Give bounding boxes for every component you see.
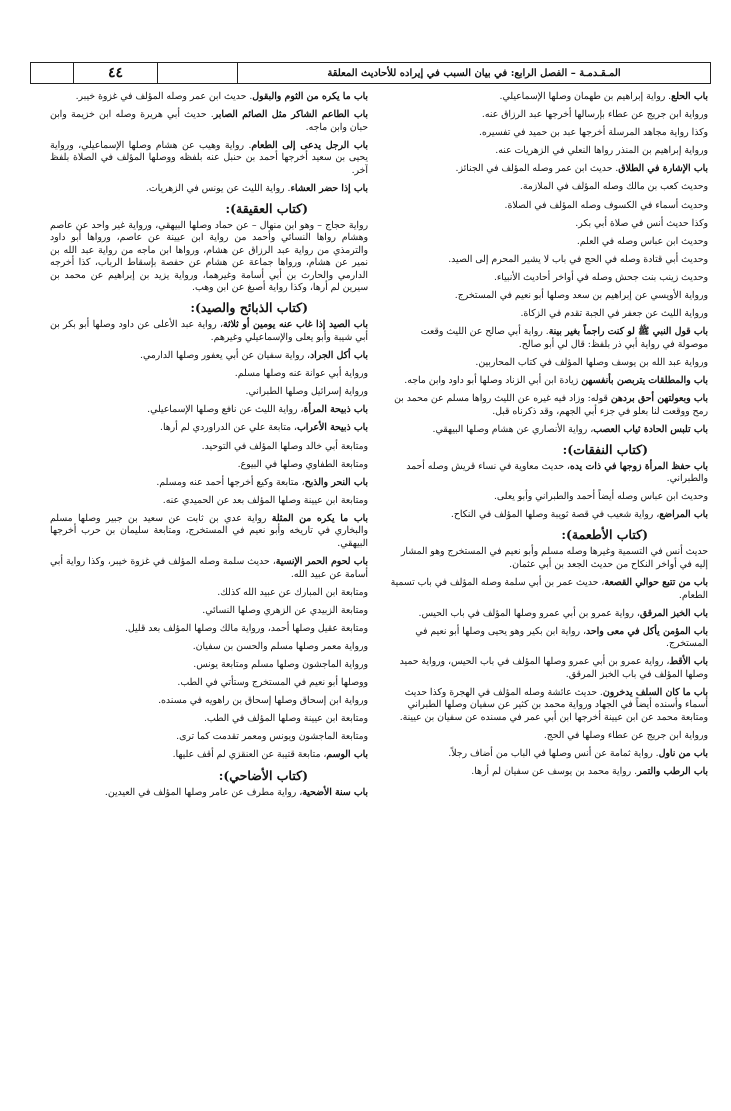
text-paragraph bbox=[50, 183, 368, 196]
text-paragraph bbox=[390, 91, 708, 104]
chapter-heading: باب والمطلقات يتربصن بأنفسهن bbox=[581, 374, 708, 386]
text-paragraph bbox=[50, 556, 368, 581]
text-paragraph bbox=[390, 424, 708, 437]
paragraph-text: ، حديث عمر بن أبي سلمة وصله المؤلف في باب تسمية الطعام. bbox=[390, 577, 708, 601]
running-header bbox=[30, 62, 711, 84]
paragraph-text: ورواية الليث عن جعفر في الجبة تقدم في الزكاة. bbox=[520, 308, 708, 320]
chapter-heading: باب الرطب والتمر bbox=[637, 766, 708, 778]
paragraph-text: ورواية ابن إسحاق وصلها إسحاق بن راهويه في مسنده. bbox=[158, 695, 368, 707]
paragraph-text: . رواية ثمامة عن أنس وصلها في الباب من أضاف رجلاً. bbox=[448, 748, 659, 760]
text-paragraph bbox=[50, 459, 368, 472]
paragraph-text: ، رواية سفيان عن أبي يعفور وصلها الدارمي. bbox=[140, 350, 311, 362]
text-paragraph bbox=[390, 491, 708, 504]
text-paragraph bbox=[50, 641, 368, 654]
text-paragraph bbox=[50, 587, 368, 600]
text-paragraph bbox=[390, 461, 708, 486]
chapter-heading: باب ما يكره من المثلة bbox=[271, 512, 368, 524]
chapter-heading: باب أكل الجراد bbox=[310, 350, 368, 362]
paragraph-text: رواية عدي بن ثابت عن سعيد بن جبير وصلها مسلم والبخاري في تاريخه وأبو نعيم في المستخرج، ومتابعة سليمان بن حرب أخرجها البيهقي. bbox=[50, 512, 368, 549]
text-paragraph bbox=[50, 513, 368, 551]
chapter-heading: باب المراضع bbox=[659, 509, 708, 521]
paragraph-text: وكذا حديث أنس في صلاة أبي بكر. bbox=[575, 217, 708, 229]
paragraph-text: ورواية إسرائيل وصلها الطبراني. bbox=[245, 386, 368, 398]
chapter-heading: باب النحر والذبح bbox=[304, 476, 368, 488]
paragraph-text: ، رواية الليث عن نافع وصلها الإسماعيلي. bbox=[147, 404, 304, 416]
paragraph-text: وحديث أبي قتادة وصله في الحج في باب لا يشير المحرم إلى الصيد. bbox=[448, 253, 708, 265]
text-paragraph bbox=[390, 272, 708, 285]
paragraph-text: . رواية الليث عن يونس في الزهريات. bbox=[145, 182, 291, 194]
text-paragraph bbox=[50, 477, 368, 490]
text-paragraph bbox=[50, 220, 368, 295]
section-heading: (كتاب الذبائح والصيد): bbox=[190, 300, 308, 316]
text-paragraph bbox=[390, 254, 708, 267]
paragraph-text: ، حديث معاوية في نساء قريش وصله أحمد والطبراني. bbox=[406, 460, 708, 485]
chapter-heading: باب ما يكره من الثوم والبقول bbox=[252, 91, 368, 102]
chapter-heading: باب تلبس الحادة ثياب العصب bbox=[593, 423, 708, 435]
text-paragraph bbox=[390, 509, 708, 522]
chapter-heading: باب الرجل يدعى إلى الطعام bbox=[251, 139, 368, 151]
text-paragraph bbox=[390, 145, 708, 158]
paragraph-text: ، متابعة علي عن الدراوردي لم أرها. bbox=[159, 422, 297, 434]
paragraph-text: ، رواية عمرو بن أبي عمرو وصلها المؤلف في باب الحيس، ورواية حميد وصلها المؤلف في باب الخبز المرقق. bbox=[399, 656, 708, 680]
text-paragraph bbox=[390, 626, 708, 651]
paragraph-text: . حديث ابن عمر وصله المؤلف في الجنائز. bbox=[455, 163, 619, 175]
chapter-heading: باب من تتبع حوالي القصعة bbox=[604, 577, 708, 589]
text-paragraph bbox=[390, 748, 708, 761]
text-paragraph bbox=[390, 608, 708, 621]
paragraph-text: ومتابعة أبي خالد وصلها المؤلف في التوحيد. bbox=[201, 440, 368, 452]
text-paragraph bbox=[390, 163, 708, 176]
chapter-heading: باب الخبز المرقق bbox=[639, 607, 708, 619]
chapter-heading: باب الأقط bbox=[669, 656, 708, 668]
paragraph-text: ومتابعة الطفاوي وصلها في البيوع. bbox=[237, 458, 368, 470]
text-paragraph bbox=[50, 659, 368, 672]
paragraph-text: . رواية محمد بن يوسف عن سفيان لم أرها. bbox=[471, 766, 638, 778]
paragraph-text: ومتابعة عقيل وصلها أحمد، ورواية مالك وصلها المؤلف بعد قليل. bbox=[124, 622, 368, 634]
text-paragraph bbox=[390, 577, 708, 602]
text-paragraph bbox=[390, 656, 708, 681]
paragraph-text: ورواية الأويسي عن إبراهيم بن سعد وصلها أبو نعيم في المستخرج. bbox=[454, 290, 708, 302]
paragraph-text: ، رواية شعيب في قصة ثويبة وصلها المؤلف في النكاح. bbox=[450, 509, 660, 521]
paragraph-text: ، متابعة وكيع أخرجها أحمد عنه ومسلم. bbox=[156, 476, 305, 488]
chapter-heading: باب ذبيحة المرأة bbox=[303, 404, 368, 416]
paragraph-text: زيادة ابن أبي الزناد وصلها أبو داود وابن ماجه. bbox=[404, 374, 582, 386]
text-paragraph bbox=[50, 677, 368, 690]
paragraph-text: ورواية ابن جريج عن عطاء وصلها في الحج. bbox=[543, 730, 708, 742]
section-heading: (كتاب النفقات): bbox=[562, 441, 648, 457]
paragraph-text: ، رواية الأنصاري عن هشام وصلها البيهقي. bbox=[432, 423, 594, 435]
paragraph-text: ومتابعة الزبيدي عن الزهري وصلها النسائي. bbox=[202, 604, 368, 616]
paragraph-text: ومتابعة ابن عيينة وصلها المؤلف في الطب. bbox=[203, 713, 368, 725]
paragraph-text: حديث أنس في التسمية وغيرها وصله مسلم وأبو نعيم في المستخرج وهو المشار إليه في أواخر النكاح من حديث الجعد بن أبي عثمان. bbox=[400, 546, 708, 570]
paragraph-text: وكذا رواية مجاهد المرسلة أخرجها عبد بن حميد في تفسيره. bbox=[478, 127, 708, 139]
paragraph-text: . حديث ابن عمر وصله المؤلف في غزوة خيبر. bbox=[75, 91, 253, 102]
text-paragraph bbox=[50, 495, 368, 508]
paragraph-text: ورواية ابن جريج عن عطاء بإرسالها أخرجها عبد الرزاق عنه. bbox=[481, 109, 708, 121]
text-paragraph bbox=[390, 181, 708, 194]
chapter-heading: باب الوسم bbox=[326, 749, 368, 761]
paragraph-text: وحديث كعب بن مالك وصله المؤلف في الملازمة. bbox=[519, 181, 708, 193]
paragraph-text: ومتابعة الماجشون ويونس ومعمر تقدمت كما ترى. bbox=[176, 731, 368, 743]
text-paragraph bbox=[390, 393, 708, 418]
paragraph-text: ووصلها أبو نعيم في المستخرج وستأتي في الطب. bbox=[177, 677, 368, 689]
paragraph-text: ورواية عبد الله بن يوسف وصلها المؤلف في كتاب المحاربين. bbox=[475, 356, 708, 368]
paragraph-text: ورواية إبراهيم بن المنذر رواها النعلي في الزهريات عنه. bbox=[495, 145, 708, 157]
chapter-heading: باب ما كان السلف يدخرون bbox=[602, 686, 708, 698]
chapter-heading: باب المؤمن يأكل في معى واحد bbox=[586, 625, 708, 637]
text-paragraph bbox=[50, 319, 368, 344]
text-paragraph bbox=[50, 787, 368, 800]
paragraph-text: ورواية معمر وصلها مسلم والحسن بن سفيان. bbox=[192, 640, 368, 652]
text-paragraph bbox=[390, 687, 708, 725]
paragraph-text: ومتابعة ابن عيينة وصلها المؤلف بعد عن الحميدي عنه. bbox=[162, 494, 368, 506]
chapter-heading: باب لحوم الحمر الإنسية bbox=[275, 556, 368, 567]
paragraph-text: ، رواية مطرف عن عامر وصلها المؤلف في العيدين. bbox=[104, 786, 303, 798]
text-paragraph bbox=[390, 326, 708, 351]
text-paragraph bbox=[50, 713, 368, 726]
paragraph-text: ، رواية ابن بكير وهو يحيى وصلها أبو نعيم في المستخرج. bbox=[415, 625, 708, 650]
text-paragraph bbox=[50, 109, 368, 134]
chapter-heading: باب سنة الأضحية bbox=[302, 786, 368, 798]
paragraph-text: قوله: وزاد فيه غيره عن الليث رواها مسلم عن محمد بن رمح ووقعت لنا بعلو في جزء أبي الجهم، وقد ذكرناه قبل. bbox=[394, 393, 708, 417]
text-paragraph bbox=[390, 546, 708, 571]
chapter-heading: باب الإشارة في الطلاق bbox=[618, 163, 708, 175]
paragraph-text: . رواية وهيب عن هشام وصلها الإسماعيلي، ورواية يحيى بن سعيد أخرجها أحمد بن حنبل عنه بلفظه ووصلها المؤلف في الصلاة بلفظ آخر. bbox=[50, 139, 368, 176]
text-paragraph bbox=[50, 140, 368, 178]
text-paragraph bbox=[390, 290, 708, 303]
section-heading: (كتاب العقيقة): bbox=[225, 200, 308, 216]
paragraph-text: . حديث أبي هريرة وصله ابن خزيمة وابن حبان وابن ماجه. bbox=[50, 109, 368, 133]
paragraph-text: رواية حجاج – وهو ابن منهال – عن حماد وصلها البيهقي، ورواية غير واحد عن عاصم وهشام رواها النسائي وأحمد من رواية ابن عيينة عن عاصم، ورواها أبو داود والترمذي من رواية عبد الرزاق عن هشام، ورواها ابن ماجه من رواية عبد الله بن نمير عن هشام، ورواها جماعة عن هشام عن حفصة بإسقاط الرباب، كذا أخرجه الدارمي والحارث بن أبي أسامة وغيرهما، ورواية يزيد بن إبراهيم عن محمد بن سيرين لم أرها، وكذا رواية أصبغ عن ابن وهب. bbox=[50, 219, 368, 294]
text-paragraph bbox=[390, 730, 708, 743]
chapter-heading: باب من ناول bbox=[658, 748, 708, 760]
paragraph-text: ، رواية عمرو بن أبي عمرو وصلها المؤلف في باب الحيس. bbox=[418, 607, 640, 619]
text-paragraph bbox=[390, 218, 708, 231]
text-paragraph bbox=[50, 441, 368, 454]
text-paragraph bbox=[50, 91, 368, 104]
paragraph-text: ورواية الماجشون وصلها مسلم ومتابعة يونس. bbox=[193, 658, 368, 670]
text-paragraph bbox=[50, 422, 368, 435]
text-paragraph bbox=[50, 605, 368, 618]
text-paragraph bbox=[390, 109, 708, 122]
right-text-column bbox=[390, 91, 708, 1101]
chapter-heading: باب قول النبي ﷺ لو كنت راجماً بغير بينة bbox=[548, 326, 708, 338]
header-empty-cell-middle bbox=[157, 63, 237, 83]
text-paragraph bbox=[390, 236, 708, 249]
text-paragraph bbox=[50, 731, 368, 744]
section-heading: (كتاب الأطعمة): bbox=[561, 527, 648, 543]
chapter-heading: باب إذا حضر العشاء bbox=[290, 182, 368, 194]
paragraph-text: وحديث أسماء في الكسوف وصله المؤلف في الصلاة. bbox=[504, 199, 708, 211]
text-paragraph bbox=[50, 368, 368, 381]
text-paragraph bbox=[390, 375, 708, 388]
page-number: ٤٤ bbox=[73, 63, 157, 83]
paragraph-text: ومتابعة ابن المبارك عن عبيد الله كذلك. bbox=[217, 586, 368, 598]
chapter-heading: باب وبعولتهن أحق بردهن bbox=[610, 393, 708, 404]
paragraph-text: ، رواية عبد الأعلى عن داود وصلها أبو بكر بن أبي شيبة وأبو يعلى والإسماعيلي وغيرهم. bbox=[50, 319, 368, 343]
text-paragraph bbox=[50, 404, 368, 417]
text-paragraph bbox=[50, 749, 368, 762]
header-empty-cell-left bbox=[31, 63, 73, 83]
text-paragraph bbox=[50, 623, 368, 636]
text-paragraph bbox=[390, 357, 708, 370]
left-text-column bbox=[50, 91, 368, 1101]
text-paragraph bbox=[390, 308, 708, 321]
chapter-heading: باب الطاعم الشاكر مثل الصائم الصابر bbox=[213, 109, 368, 121]
paragraph-text: . رواية إبراهيم بن طهمان وصلها الإسماعيلي. bbox=[499, 91, 672, 102]
text-paragraph bbox=[50, 695, 368, 708]
paragraph-text: ، حديث سلمة وصله المؤلف في غزوة خيبر، وكذا رواية أبي أسامة عن عبيد الله. bbox=[50, 556, 368, 580]
paragraph-text: ، متابعة قتيبة عن العنقزي لم أقف عليها. bbox=[172, 749, 327, 761]
paragraph-text: وحديث ابن عباس وصله في العلم. bbox=[576, 235, 708, 247]
text-paragraph bbox=[50, 386, 368, 399]
paragraph-text: وحديث ابن عباس وصله أيضاً أحمد والطبراني وأبو يعلى. bbox=[493, 491, 708, 503]
chapter-heading: باب حفظ المرأة زوجها في ذات يده bbox=[569, 460, 708, 472]
chapter-heading: باب الحلع bbox=[671, 91, 708, 102]
text-paragraph bbox=[50, 350, 368, 363]
chapter-heading: باب الصيد إذا غاب عنه يومين أو ثلاثة bbox=[222, 319, 368, 331]
text-paragraph bbox=[390, 766, 708, 779]
section-heading: (كتاب الأضاحي): bbox=[218, 767, 308, 783]
text-paragraph bbox=[390, 200, 708, 213]
header-title: المـقـدمـة – الفصل الرابع: في بيان السبب في إيراده للأحاديث المعلقة bbox=[237, 63, 710, 83]
text-paragraph bbox=[390, 127, 708, 140]
paragraph-text: وحديث زينب بنت جحش وصله في أواخر أحاديث الأنبياء. bbox=[493, 271, 708, 283]
paragraph-text: ورواية أبي عوانة عنه وصلها مسلم. bbox=[234, 368, 368, 380]
paragraph-text: . حديث عائشة وصله المؤلف في الهجرة وكذا حديث أسماء وأسنده أيضاً في الجهاد ورواية محمد بن كثير عن سفيان وصلها الطبراني ومتابعة محمد عن ابن عيينة أخرجها ابن أبي عمر في مسنده عن سفيان بن عيينة. bbox=[399, 686, 708, 723]
paragraph-text: . رواية أبي صالح عن الليث وقعت موصولة في رواية أبي ذر بلفظ: قال لي أبو صالح. bbox=[420, 326, 708, 350]
chapter-heading: باب ذبيحة الأعراب bbox=[296, 422, 368, 434]
